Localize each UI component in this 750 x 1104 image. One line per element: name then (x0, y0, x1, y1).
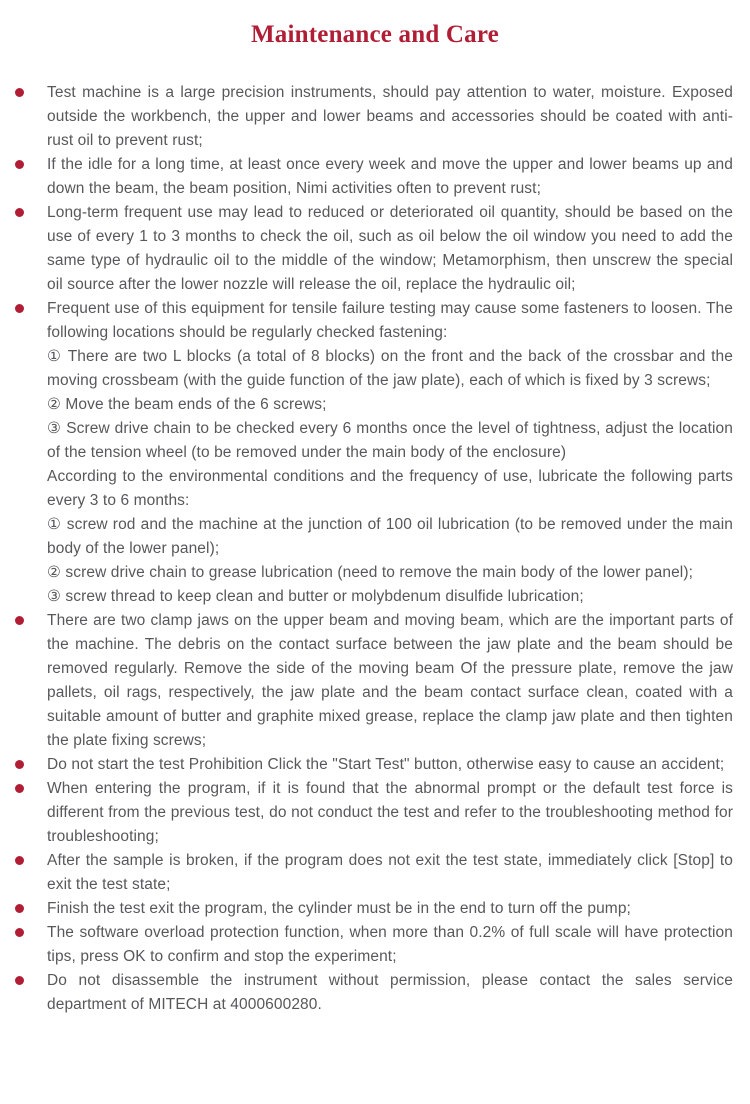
list-item-content (47, 921, 733, 969)
paragraph: There are two clamp jaws on the upper beam and moving beam, which are the important parts of the machine. The debris on the contact surface between the jaw plate and the beam should be removed regularly. Remove the side of the moving beam Of the pressure plate, remove the jaw pallets, oil rags, respectively, the jaw plate and the beam contact surface clean, coated with a suitable amount of butter and graphite mixed grease, replace the clamp jaw plate and then tighten the plate fixing screws; (47, 612, 733, 749)
paragraph: Finish the test exit the program, the cylinder must be in the end to turn off the pump; (47, 900, 631, 917)
paragraph: If the idle for a long time, at least once every week and move the upper and lower beams up and down the beam, the beam position, Nimi activities often to prevent rust; (47, 156, 733, 197)
list-item-content (47, 897, 733, 921)
list-item (14, 921, 733, 969)
bullet-icon (15, 784, 24, 793)
paragraph: Frequent use of this equipment for tensile failure testing may cause some fasteners to loosen. The following locations should be regularly checked fastening: (47, 300, 733, 341)
list-item (14, 897, 733, 921)
list-item-content (47, 609, 733, 753)
list-item (14, 297, 733, 609)
paragraph: ③ screw thread to keep clean and butter or molybdenum disulfide lubrication; (47, 588, 584, 605)
bullet-icon (15, 160, 24, 169)
list-item-content (47, 81, 733, 153)
paragraph: ② screw drive chain to grease lubrication (need to remove the main body of the lower panel); (47, 564, 694, 581)
bullet-icon (15, 88, 24, 97)
bullet-icon (15, 904, 24, 913)
list-item (14, 753, 733, 777)
list-item-content (47, 969, 733, 1017)
list-item (14, 201, 733, 297)
list-item (14, 609, 733, 753)
bullet-icon (15, 304, 24, 313)
paragraph: After the sample is broken, if the program does not exit the test state, immediately click [Stop] to exit the test state; (47, 852, 733, 893)
paragraph: Long-term frequent use may lead to reduced or deteriorated oil quantity, should be based on the use of every 1 to 3 months to check the oil, such as oil below the oil window you need to add the same type of hydraulic oil to the middle of the window; Metamorphism, then unscrew the special oil source after the lower nozzle will release the oil, replace the hydraulic oil; (47, 204, 733, 293)
bullet-icon (15, 616, 24, 625)
list-item (14, 153, 733, 201)
paragraph: When entering the program, if it is found that the abnormal prompt or the default test force is different from the previous test, do not conduct the test and refer to the troubleshooting method for troubleshooting; (47, 780, 733, 845)
paragraph: The software overload protection function, when more than 0.2% of full scale will have protection tips, press OK to confirm and stop the experiment; (47, 924, 733, 965)
list-item (14, 777, 733, 849)
list-item-content (47, 777, 733, 849)
bullet-icon (15, 208, 24, 217)
list-item-content (47, 753, 733, 777)
paragraph: Do not disassemble the instrument without permission, please contact the sales service department of MITECH at 4000600280. (47, 972, 733, 1013)
list-item-content (47, 153, 733, 201)
bullet-icon (15, 976, 24, 985)
bullet-icon (15, 928, 24, 937)
paragraph: ② Move the beam ends of the 6 screws; (47, 396, 327, 413)
paragraph: According to the environmental conditions and the frequency of use, lubricate the following parts every 3 to 6 months: (47, 468, 733, 509)
bullet-icon (15, 856, 24, 865)
paragraph: ① screw rod and the machine at the junction of 100 oil lubrication (to be removed under the main body of the lower panel); (47, 516, 733, 557)
list-item (14, 81, 733, 153)
list-item (14, 849, 733, 897)
list-item (14, 969, 733, 1017)
paragraph: ① There are two L blocks (a total of 8 blocks) on the front and the back of the crossbar and the moving crossbeam (with the guide function of the jaw plate), each of which is fixed by 3 screws; (47, 348, 733, 389)
list-item-content (47, 297, 733, 609)
paragraph: Do not start the test Prohibition Click the "Start Test" button, otherwise easy to cause an accident; (47, 756, 725, 773)
list-item-content (47, 201, 733, 297)
page-title: Maintenance and Care (251, 21, 499, 48)
list-item-content (47, 849, 733, 897)
bullet-icon (15, 760, 24, 769)
paragraph: ③ Screw drive chain to be checked every 6 months once the level of tightness, adjust the location of the tension wheel (to be removed under the main body of the enclosure) (47, 420, 733, 461)
paragraph: Test machine is a large precision instruments, should pay attention to water, moisture. Exposed outside the workbench, the upper and lower beams and accessories should be coated with anti-rust oil to prevent rust; (47, 84, 733, 149)
maintenance-list (0, 81, 750, 1017)
